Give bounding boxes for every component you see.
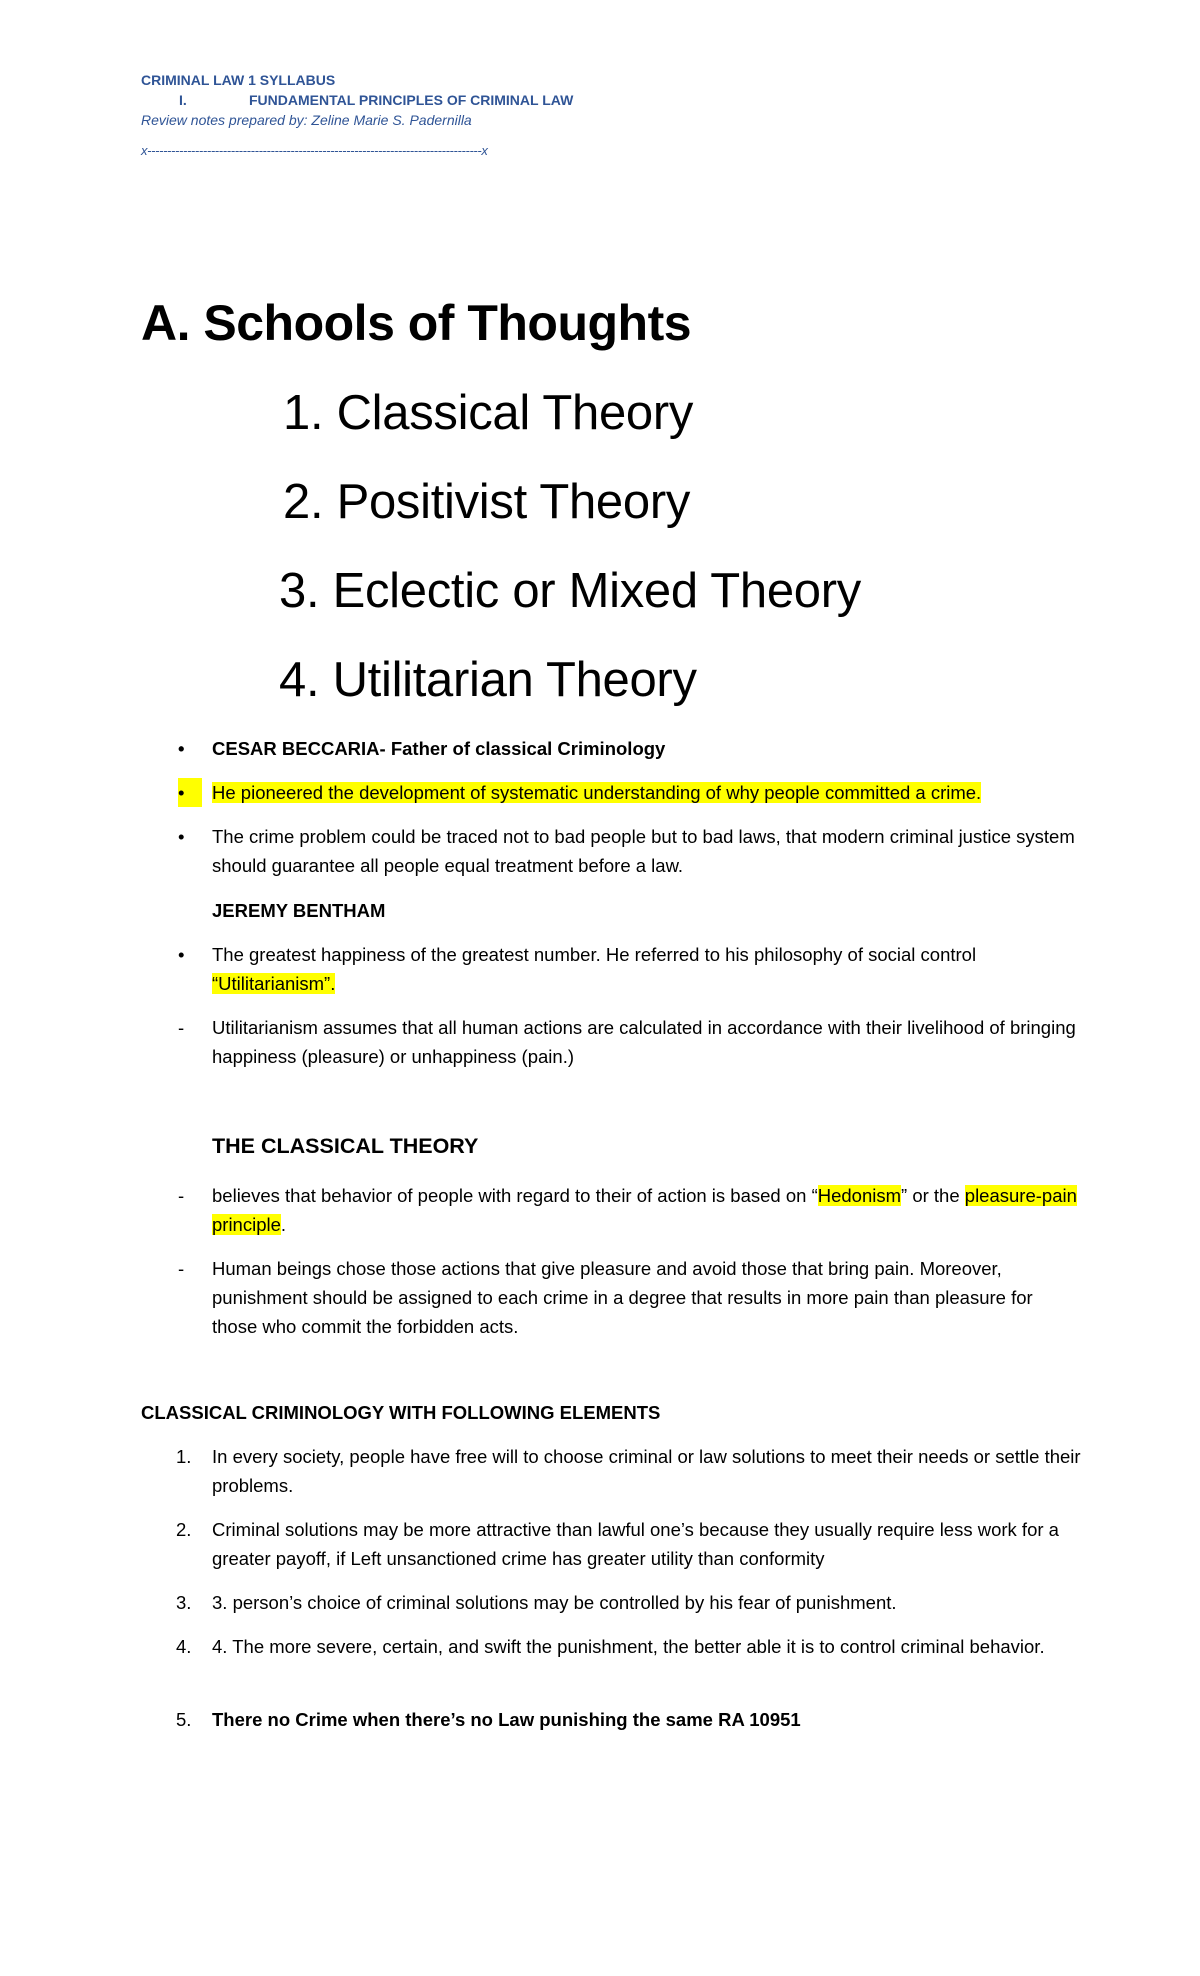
element-number: 4. [176,1636,192,1657]
bullet: • [178,826,185,847]
element-number: 1. [176,1446,192,1467]
element-item [176,1588,1082,1617]
page-title: A. Schools of Thoughts [141,295,692,351]
theory-item: 2. Positivist Theory [283,475,691,529]
element-text: In every society, people have free will to choose criminal or law solutions to meet their needs or settle their problems. [212,1446,1081,1496]
topic-numeral: I. [179,92,187,108]
bullet: • [178,738,185,759]
beccaria-heading: CESAR BECCARIA- Father of classical Criminology [212,738,666,759]
bullet: • [178,778,202,807]
element-number: 2. [176,1519,192,1540]
beccaria-heading-row [178,734,1082,763]
element-text: 3. person’s choice of criminal solutions may be controlled by his fear of punishment. [212,1592,897,1613]
element-text: 4. The more severe, certain, and swift the punishment, the better able it is to control criminal behavior. [212,1636,1045,1657]
classical-point-2-row [178,1254,1082,1341]
classical-point-1c: . [280,1214,287,1235]
dash: - [178,1185,185,1206]
document-header [141,70,941,130]
classical-point-1a: believes that behavior of people with regard to their of action is based on “ [212,1185,818,1206]
classical-point-1b: ” or the [901,1185,965,1206]
theory-item: 4. Utilitarian Theory [279,653,697,707]
beccaria-point-2: The crime problem could be traced not to bad people but to bad laws, that modern criminal justice system should guarantee all people equal treatment before a law. [212,826,1075,876]
theory-item: 1. Classical Theory [283,386,694,440]
bentham-point-2: Utilitarianism assumes that all human actions are calculated in accordance with their livelihood of bringing happiness (pleasure) or unhappiness (pain.) [212,1017,1076,1067]
topic-line [141,90,941,110]
classical-theory-heading: THE CLASSICAL THEORY [212,1134,479,1158]
prepared-by: Review notes prepared by: Zeline Marie S. Padernilla [141,112,472,128]
beccaria-point-1-row [178,778,1082,807]
dash: - [178,1017,185,1038]
bullet: • [178,944,185,965]
element-item [176,1442,1082,1500]
bentham-point-1: The greatest happiness of the greatest number. He referred to his philosophy of social control [212,944,977,965]
course-title: CRIMINAL LAW 1 SYLLABUS [141,72,336,88]
beccaria-point-1: He pioneered the development of systematic understanding of why people committed a crime. [212,782,982,803]
element-item [176,1632,1082,1661]
bentham-point-1-row [178,940,1082,998]
elements-heading: CLASSICAL CRIMINOLOGY WITH FOLLOWING ELEMENTS [141,1402,661,1423]
bentham-heading: JEREMY BENTHAM [212,900,386,921]
hedonism-highlight: Hedonism [817,1185,902,1206]
topic-title: FUNDAMENTAL PRINCIPLES OF CRIMINAL LAW [249,92,574,108]
classical-point-1-row [178,1181,1082,1239]
dash: - [178,1258,185,1279]
classical-point-2: Human beings chose those actions that give pleasure and avoid those that bring pain. Moreover, punishment should be assigned to each crime in a degree that results in more pain than pleasure for those who commit the forbidden acts. [212,1258,1033,1337]
element-item [176,1515,1082,1573]
element-number: 3. [176,1592,192,1613]
beccaria-point-2-row [178,822,1082,880]
element-item [176,1705,1082,1734]
element-text: There no Crime when there’s no Law punishing the same RA 10951 [212,1709,801,1730]
element-number: 5. [176,1709,192,1730]
header-separator: x------------------------------------------------------------------------------------x [141,143,488,158]
theory-item: 3. Eclectic or Mixed Theory [279,564,861,618]
bentham-point-2-row [178,1013,1082,1071]
pleasure-pain-highlight: pleasure-pain principle [212,1185,1077,1235]
element-text: Criminal solutions may be more attractive than lawful one’s because they usually require less work for a greater payoff, if Left unsanctioned crime has greater utility than conformity [212,1519,1059,1569]
utilitarianism-highlight: “Utilitarianism”. [212,973,336,994]
